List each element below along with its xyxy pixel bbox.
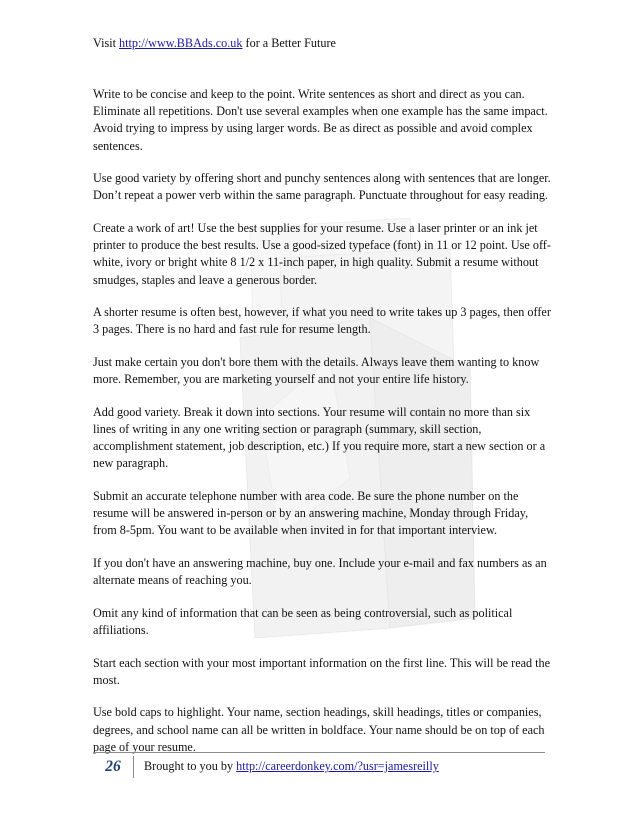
paragraph: If you don't have an answering machine, buy one. Include your e-mail and fax numbers as an alternate means of reaching you. — [93, 556, 547, 588]
paragraph: Write to be concise and keep to the point. Write sentences as short and direct as you can. Eliminate all repetitions. Don't use several examples when one example has the same impact. Avoid trying to impress by using larger words. Be as direct as possible and avoid complex sentences. — [93, 87, 548, 153]
paragraph: Use good variety by offering short and punchy sentences along with sentences that are longer. Don’t repeat a power verb within the same paragraph. Punctuate throughout for easy reading. — [93, 171, 551, 203]
paragraph: Use bold caps to highlight. Your name, section headings, skill headings, titles or companies, degrees, and school name can all be written in boldface. Your name should be on top of each page of your resume. — [93, 705, 545, 754]
header-prefix: Visit — [93, 36, 120, 50]
body-text — [93, 86, 553, 771]
paragraph: Start each section with your most important information on the first line. This will be read the most. — [93, 655, 551, 687]
header-suffix: for a Better Future — [242, 36, 336, 50]
paragraph: Just make certain you don't bore them with the details. Always leave them wanting to know more. Remember, you are marketing yourself and not your entire life history. — [93, 355, 540, 387]
footer-link[interactable]: http://careerdonkey.com/?usr=jamesreilly — [236, 759, 439, 773]
page-header — [93, 36, 336, 51]
paragraph: Omit any kind of information that can be seen as being controversial, such as political affiliations. — [93, 605, 513, 637]
page-number: 26 — [93, 756, 134, 778]
header-link[interactable]: http://www.BBAds.co.uk — [119, 36, 243, 50]
footer-divider — [93, 752, 545, 753]
paragraph: Submit an accurate telephone number with area code. Be sure the phone number on the resume will be answered in-person or by an answering machine, Monday through Friday, from 8-5pm. You want to be available when invited in for that important interview. — [93, 489, 529, 538]
paragraph: Create a work of art! Use the best supplies for your resume. Use a laser printer or an ink jet printer to produce the best results. Use a good-sized typeface (font) in 11 or 12 point. Use off-white, ivory or bright white 8 1/2 x 11-inch paper, in high quality. Submit a resume without smudges, staples and leave a generous border. — [93, 221, 551, 287]
page-footer — [144, 759, 439, 774]
paragraph: A shorter resume is often best, however, if what you need to write takes up 3 pages, then offer 3 pages. There is no hard and fast rule for resume length. — [93, 305, 551, 337]
paragraph: Add good variety. Break it down into sections. Your resume will contain no more than six lines of writing in any one writing section or paragraph (summary, skill section, accomplishment statement, job description, etc.) If you require more, start a new section or a new paragraph. — [93, 404, 546, 471]
footer-prefix: Brought to you by — [144, 759, 237, 773]
